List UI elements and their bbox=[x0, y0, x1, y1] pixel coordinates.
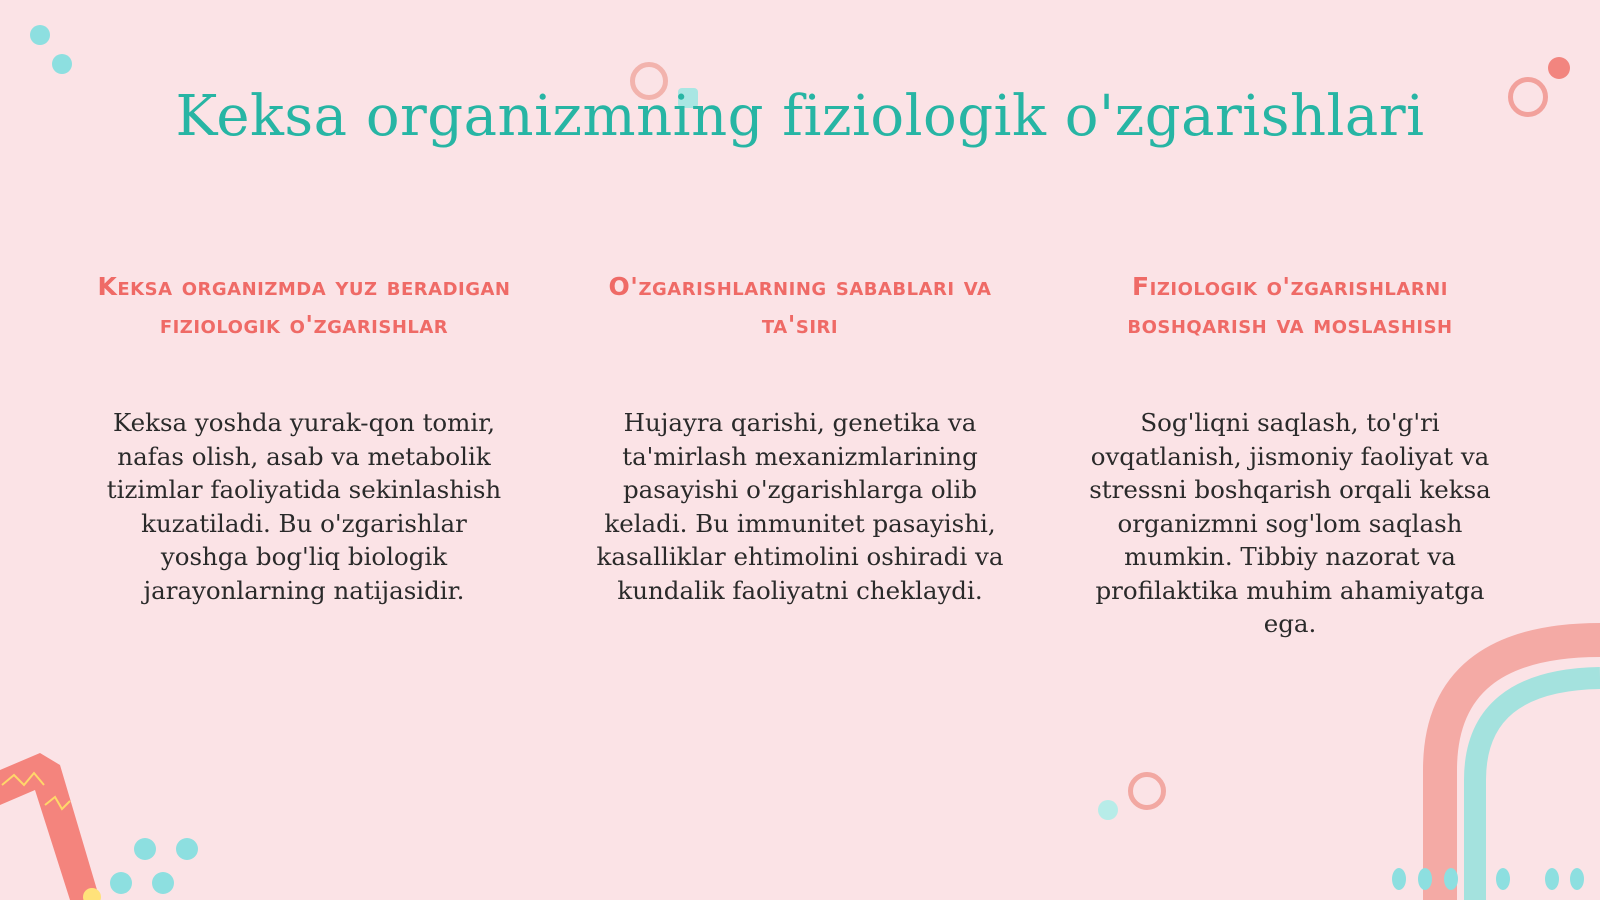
column-body: Sog'liqni saqlash, to'g'ri ovqatlanish, jismoniy faoliyat va stressni boshqarish orqali keksa organizmni sog'lom saqlash mumkin. Tibbiy nazorat va profilaktika muhim ahamiyatga ega. bbox=[1089, 408, 1491, 638]
decor-dot bbox=[1098, 800, 1118, 820]
decor-dot bbox=[134, 838, 156, 860]
column-physiological-changes bbox=[94, 268, 514, 607]
decor-dot bbox=[1444, 868, 1458, 890]
column-heading: Fiziologik o'zgarishlarni boshqarish va moslashish bbox=[1127, 272, 1453, 339]
decor-dot bbox=[52, 54, 72, 74]
decor-dot bbox=[1496, 868, 1510, 890]
decor-arch-left bbox=[0, 745, 110, 900]
decor-dot bbox=[1548, 57, 1570, 79]
column-heading: Keksa organizmda yuz beradigan fiziologik o'zgarishlar bbox=[97, 272, 511, 339]
decor-dot bbox=[30, 25, 50, 45]
page-title: Keksa organizmning fiziologik o'zgarishlari bbox=[175, 84, 1425, 149]
decor-ring bbox=[1128, 772, 1166, 810]
column-causes-and-effects bbox=[590, 268, 1010, 607]
decor-dot bbox=[1418, 868, 1432, 890]
decor-dot bbox=[1392, 868, 1406, 890]
column-body: Keksa yoshda yurak-qon tomir, nafas olish, asab va metabolik tizimlar faoliyatida sekinlashish kuzatiladi. Bu o'zgarishlar yoshga bog'liq biologik jarayonlarning natijasidir. bbox=[106, 408, 502, 605]
decor-dot bbox=[176, 838, 198, 860]
decor-dot bbox=[1570, 868, 1584, 890]
decor-dot bbox=[110, 872, 132, 894]
decor-dot bbox=[1545, 868, 1559, 890]
column-management-and-adaptation bbox=[1080, 268, 1500, 641]
decor-dot bbox=[152, 872, 174, 894]
decor-rainbow bbox=[1420, 620, 1600, 900]
column-body: Hujayra qarishi, genetika va ta'mirlash mexanizmlarining pasayishi o'zgarishlarga olib keladi. Bu immunitet pasayishi, kasalliklar ehtimolini oshiradi va kundalik faoliyatni cheklaydi. bbox=[596, 408, 1004, 605]
column-heading: O'zgarishlarning sabablari va ta'siri bbox=[608, 272, 992, 339]
